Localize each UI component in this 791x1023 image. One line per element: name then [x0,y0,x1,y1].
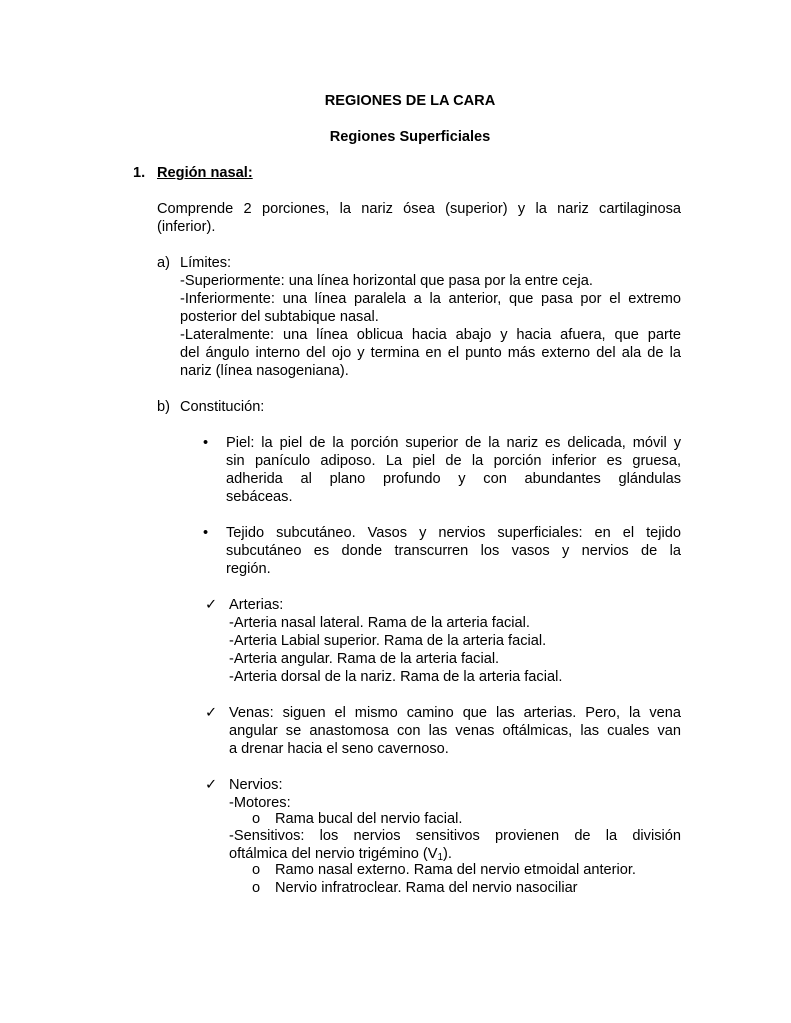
limites-line: -Lateralmente: una línea oblicua hacia abajo y hacia afuera, que parte [180,327,681,343]
list-marker-a: a) [157,255,170,271]
section-heading: Región nasal: [157,165,253,181]
motores-label: -Motores: [229,795,291,811]
intro-line-2: (inferior). [157,219,216,235]
arterias-line: -Arteria nasal lateral. Rama de la arteria facial. [229,615,530,631]
arterias-line: -Arteria angular. Rama de la arteria facial. [229,651,500,667]
limites-line: -Inferiormente: una línea paralela a la anterior, que pasa por el extremo [180,291,681,307]
list-marker-b: b) [157,399,170,415]
document-subtitle: Regiones Superficiales [329,129,491,145]
arterias-line: -Arteria Labial superior. Rama de la arteria facial. [229,633,547,649]
section-number: 1. [133,165,146,181]
limites-line: -Superiormente: una línea horizontal que pasa por la entre ceja. [180,273,593,289]
tejido-line: Tejido subcutáneo. Vasos y nervios superficiales: en el tejido [226,525,681,541]
constitucion-label: Constitución: [180,399,265,415]
venas-line: a drenar hacia el seno cavernoso. [229,741,449,757]
arterias-line: Arterias: [229,597,284,613]
checkmark-icon: ✓ [205,705,218,721]
sensitivos-text: oftálmica del nervio trigémino (V [229,846,438,862]
tejido-line: subcutáneo es donde transcurren los vasos y nervios de la [226,543,681,559]
sensitivo-item: Ramo nasal externo. Rama del nervio etmoidal anterior. [275,862,636,878]
checkmark-icon: ✓ [205,597,218,613]
sensitivos-end: ). [443,846,452,862]
intro-line-1: Comprende 2 porciones, la nariz ósea (superior) y la nariz cartilaginosa [157,201,681,217]
venas-line: angular se anastomosa con las venas oftálmicas, las cuales van [229,723,681,739]
circle-bullet-icon: o [252,880,261,896]
document-title: REGIONES DE LA CARA [324,93,496,109]
bullet-icon: • [203,435,209,451]
piel-line: adherida al plano profundo y con abundantes glándulas [226,471,681,487]
circle-bullet-icon: o [252,811,261,827]
limites-line: del ángulo interno del ojo y termina en el punto más externo del ala de la [180,345,681,361]
arterias-line: -Arteria dorsal de la nariz. Rama de la arteria facial. [229,669,563,685]
bullet-icon: • [203,525,209,541]
tejido-line: región. [226,561,271,577]
subscript-number: 1 [437,852,444,863]
motor-item: Rama bucal del nervio facial. [275,811,463,827]
nervios-label: Nervios: [229,777,283,793]
piel-line: sin panículo adiposo. La piel de la porción inferior es gruesa, [226,453,681,469]
piel-line: Piel: la piel de la porción superior de la nariz es delicada, móvil y [226,435,681,451]
limites-line: posterior del subtabique nasal. [180,309,379,325]
checkmark-icon: ✓ [205,777,218,793]
sensitivo-item: Nervio infratroclear. Rama del nervio nasociliar [275,880,578,896]
sensitivos-line: -Sensitivos: los nervios sensitivos provienen de la división [229,828,681,844]
limites-label: Límites: [180,255,232,271]
circle-bullet-icon: o [252,862,261,878]
piel-line: sebáceas. [226,489,293,505]
limites-line: nariz (línea nasogeniana). [180,363,349,379]
venas-line: Venas: siguen el mismo camino que las arterias. Pero, la vena [229,705,681,721]
